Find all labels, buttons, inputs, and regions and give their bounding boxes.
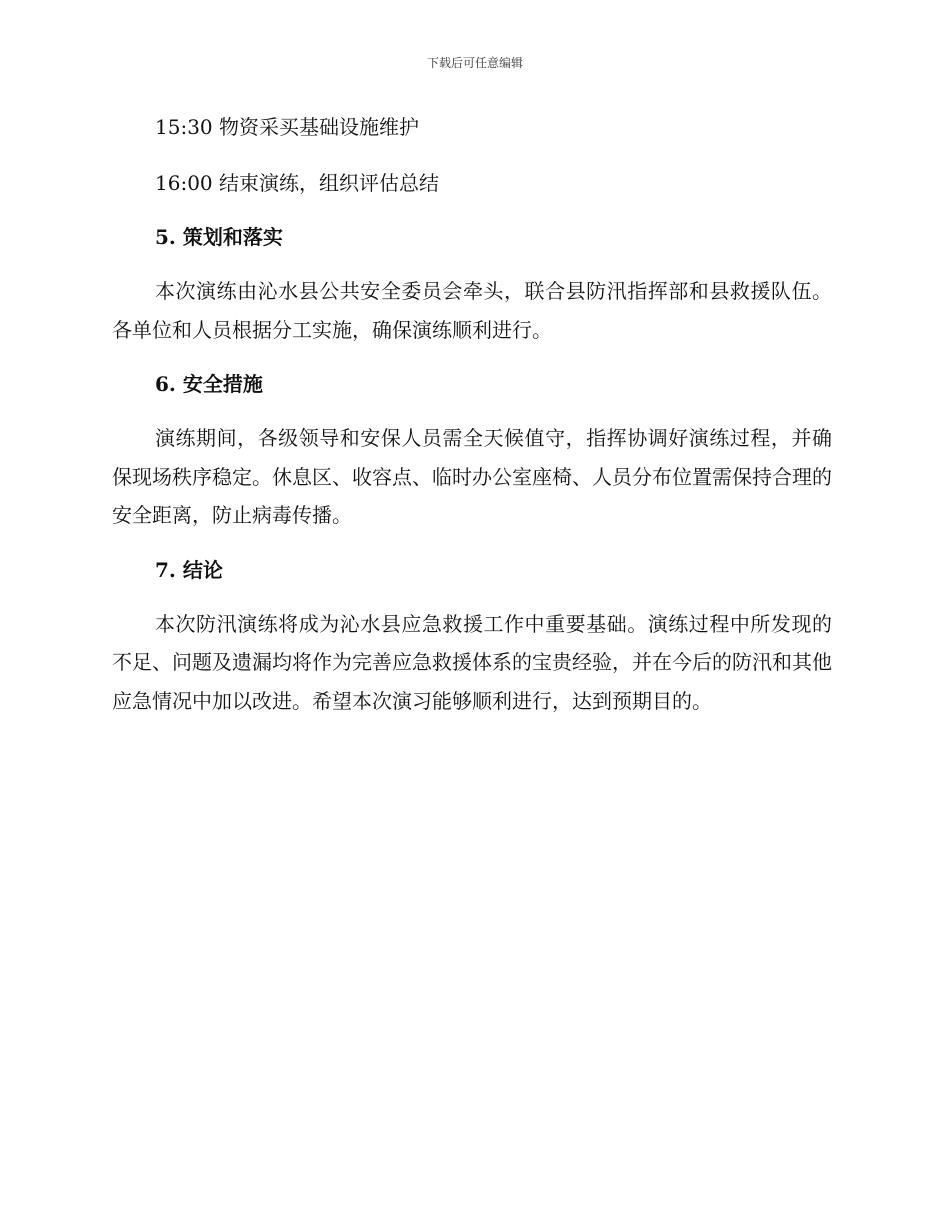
schedule-item [112, 108, 832, 146]
section-paragraph: 本次演练由沁水县公共安全委员会牵头，联合县防汛指挥部和县救援队伍。各单位和人员根据分工实施，确保演练顺利进行。 [112, 279, 832, 342]
schedule-text: 结束演练，组织评估总结 [219, 171, 439, 195]
section-heading: 5. 策划和落实 [155, 225, 283, 249]
page-header-note: 下载后可任意编辑 [426, 56, 523, 70]
section-heading: 7. 结论 [155, 557, 223, 582]
schedule-text: 物资采买基础设施维护 [219, 115, 419, 139]
schedule-time: 15:30 [155, 115, 213, 139]
section-paragraph: 本次防汛演练将成为沁水县应急救援工作中重要基础。演练过程中所发现的不足、问题及遗漏均将作为完善应急救援体系的宝贵经验，并在今后的防汛和其他应急情况中加以改进。希望本次演习能够顺利进行，达到预期目的。 [112, 611, 832, 713]
schedule-item [112, 164, 832, 202]
section-heading: 6. 安全措施 [155, 372, 263, 396]
document-body [112, 108, 832, 720]
schedule-time: 16:00 [155, 171, 213, 195]
section-paragraph: 演练期间，各级领导和安保人员需全天候值守，指挥协调好演练过程，并确保现场秩序稳定。休息区、收容点、临时办公室座椅、人员分布位置需保持合理的安全距离，防止病毒传播。 [112, 426, 832, 527]
